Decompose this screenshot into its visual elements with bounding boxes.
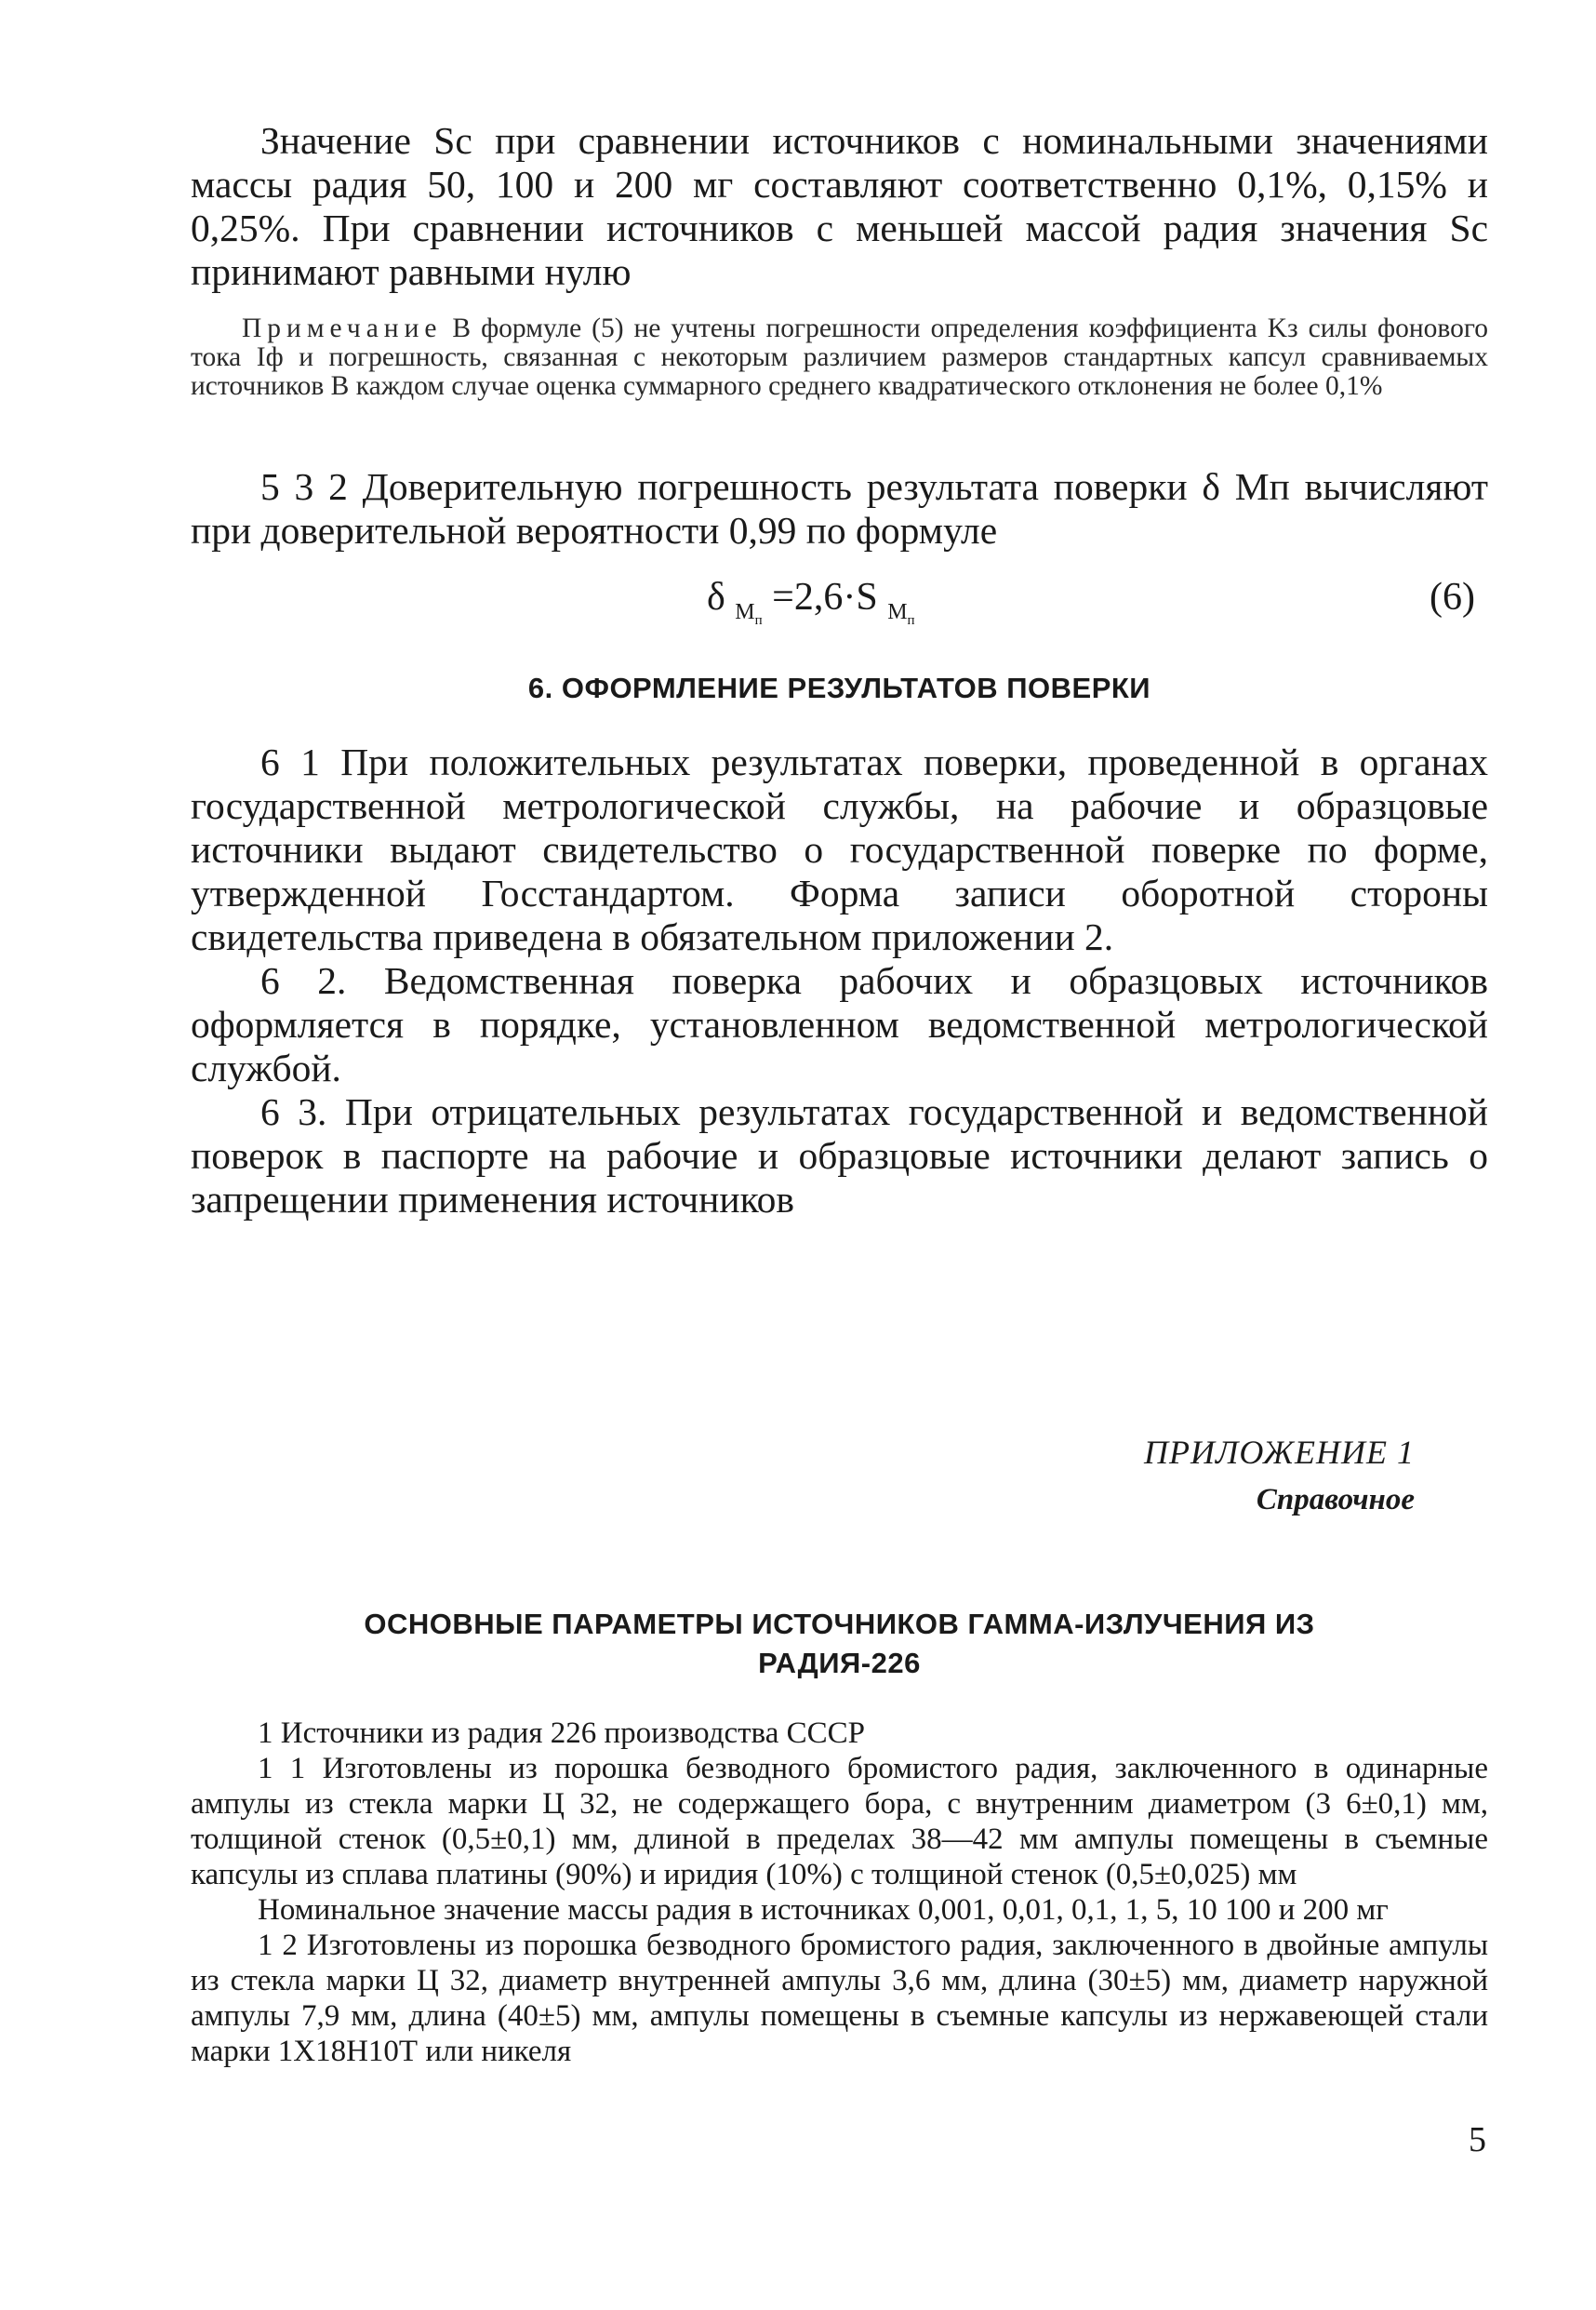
paragraph-6-1: 6 1 При положительных результатах поверки, проведенной в органах государственной метрологической службы, на рабочие и образцовые источники выдают свидетельство о государственной поверке по форме, утвержденной Госстандартом. Форма записи оборотной стороны свидетельства приведена в обязательном приложении 2. [191,741,1488,958]
section-6 [191,741,1488,1222]
section-5-3-2 [191,465,1488,553]
formula-delta: δ [707,576,725,619]
appendix-body [191,1716,1488,2069]
formula-subscript-m2: Mп [887,600,915,628]
paragraph-6-2: 6 2. Ведомственная поверка рабочих и образцовых источников оформляется в порядке, установленном ведомственной метрологической службой. [191,959,1488,1089]
appendix-subtitle: Справочное [1256,1483,1415,1516]
appendix-title: ПРИЛОЖЕНИЕ 1 [1144,1434,1415,1471]
section-6-heading: 6. ОФОРМЛЕНИЕ РЕЗУЛЬТАТОВ ПОВЕРКИ [527,672,1151,704]
paragraph-5-3-2: 5 3 2 Доверительную погрешность результата поверки δ Mп вычисляют при доверительной вероятности 0,99 по формуле [191,465,1488,552]
intro-section [191,119,1488,294]
paragraph-6-3: 6 3. При отрицательных результатах государственной и ведомственной поверок в паспорте на рабочие и образцовые источники делают запись о запрещении применения источников [191,1090,1488,1221]
note-paragraph [191,314,1488,401]
formula-body: =2,6·S [762,576,878,619]
paragraph-sc-values: Значение Sс при сравнении источников с номинальными значениями массы радия 50, 100 и 200 мг составляют соответственно 0,1%, 0,15% и 0,25%. При сравнении источников с меньшей массой радия значения Sс принимают равными нулю [191,119,1488,293]
appendix-paragraph-nominal: Номинальное значение массы радия в источниках 0,001, 0,01, 0,1, 1, 5, 10 100 и 200 мг [258,1893,1389,1927]
appendix-heading-line-1: ОСНОВНЫЕ ПАРАМЕТРЫ ИСТОЧНИКОВ ГАММА-ИЗЛУЧЕНИЯ ИЗ [364,1608,1315,1640]
note-block [191,314,1488,401]
appendix-heading-line-2: РАДИЯ-226 [758,1647,921,1679]
note-label: Примечание [242,314,443,343]
appendix-heading [191,1608,1488,1680]
appendix-paragraph-1-2: 1 2 Изготовлены из порошка безводного бромистого радия, заключенного в двойные ампулы из стекла марки Ц 32, диаметр внутренней ампулы 3,6 мм, длина (30±5) мм, диаметр наружной ампулы 7,9 мм, длина (40±5) мм, ампулы помещены в съемные капсулы из нержавеющей стали марки 1Х18Н10Т или никеля [191,1929,1488,2068]
formula-number: (6) [1430,576,1475,619]
formula-6 [707,575,915,629]
appendix-paragraph-1: 1 Источники из радия 226 производства СССР [258,1716,865,1750]
page-number: 5 [1469,2120,1486,2159]
formula-subscript-m1: Mп [735,600,763,628]
note-text: В формуле (5) не учтены погрешности определения коэффициента Kз силы фонового тока Iф и погрешность, связанная с некоторым различием размеров стандартных капсул сравниваемых источников В каждом случае оценка суммарного среднего квадратического отклонения не более 0,1% [191,314,1488,401]
appendix-paragraph-1-1: 1 1 Изготовлены из порошка безводного бромистого радия, заключенного в одинарные ампулы из стекла марки Ц 32, не содержащего бора, с внутренним диаметром (3 6±0,1) мм, толщиной стенок (0,5±0,1) мм, длиной в пределах 38—42 мм ампулы помещены в съемные капсулы из сплава платины (90%) и иридия (10%) с толщиной стенок (0,5±0,025) мм [191,1752,1488,1891]
section-6-heading-wrap [191,672,1488,705]
